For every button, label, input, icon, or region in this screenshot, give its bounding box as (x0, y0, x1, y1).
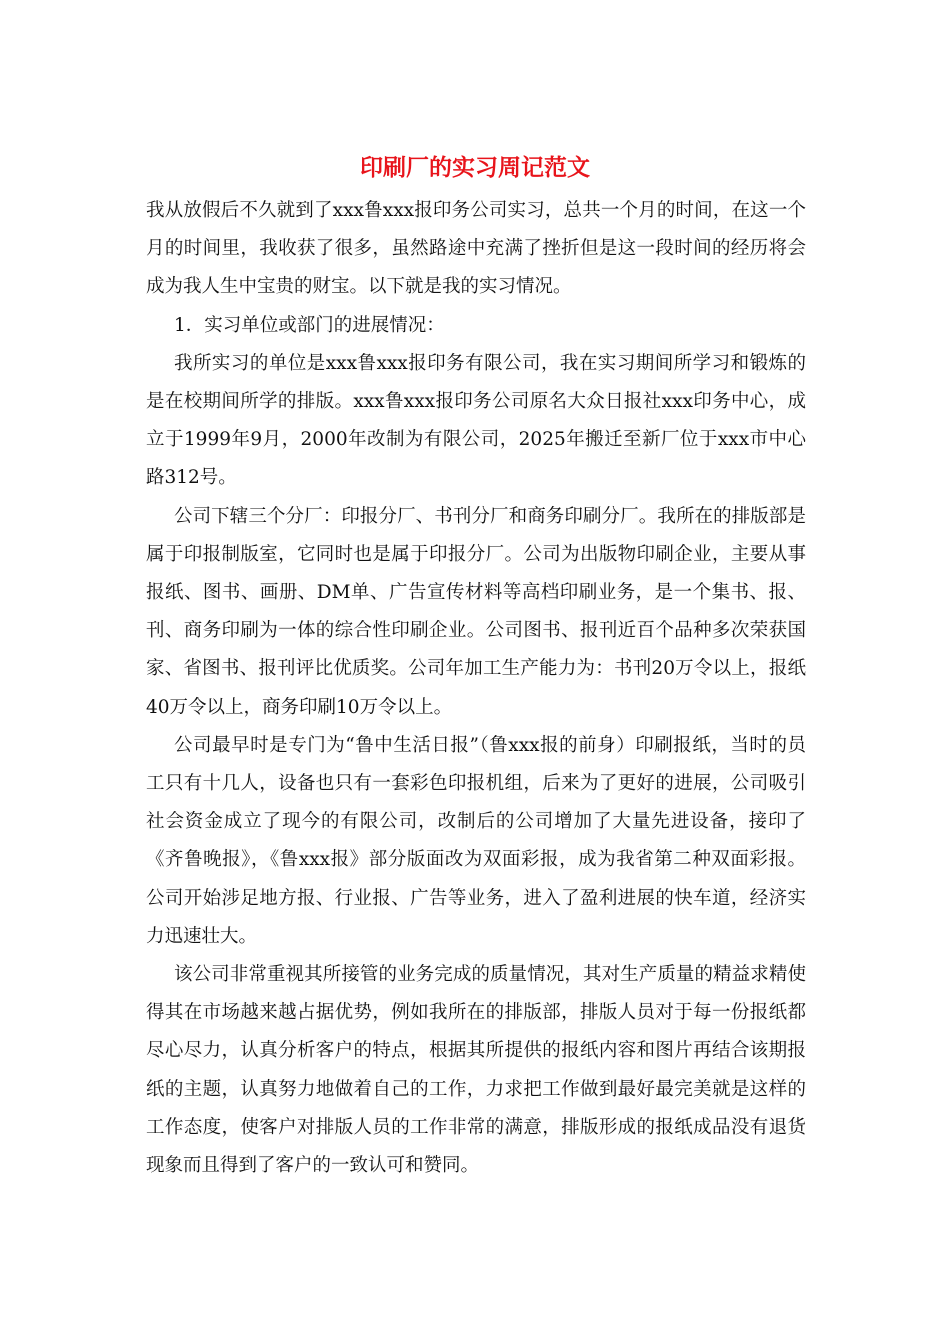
document-body (146, 192, 806, 1185)
paragraph-quality: 该公司非常重视其所接管的业务完成的质量情况，其对生产质量的精益求精使得其在市场越来越占据优势，例如我所在的排版部，排版人员对于每一份报纸都尽心尽力，认真分析客户的特点，根据其所提供的报纸内容和图片再结合该期报纸的主题，认真努力地做着自己的工作，力求把工作做到最好最完美就是这样的工作态度，使客户对排版人员的工作非常的满意，排版形成的报纸成品没有退货现象而且得到了客户的一致认可和赞同。 (146, 964, 806, 1177)
paragraph-intro: 我从放假后不久就到了xxx鲁xxx报印务公司实习，总共一个月的时间，在这一个月的时间里，我收获了很多，虽然路途中充满了挫折但是这一段时间的经历将会成为我人生中宝贵的财宝。以下就是我的实习情况。 (146, 200, 806, 298)
paragraph-branches: 公司下辖三个分厂：印报分厂、书刊分厂和商务印刷分厂。我所在的排版部是属于印报制版室，它同时也是属于印报分厂。公司为出版物印刷企业，主要从事报纸、图书、画册、DM单、广告宣传材料等高档印刷业务，是一个集书、报、刊、商务印刷为一体的综合性印刷企业。公司图书、报刊近百个品种多次荣获国家、省图书、报刊评比优质奖。公司年加工生产能力为：书刊20万令以上，报纸40万令以上，商务印刷10万令以上。 (146, 505, 806, 718)
paragraph-history: 公司最早时是专门为“鲁中生活日报”（鲁xxx报的前身）印刷报纸，当时的员工只有十几人，设备也只有一套彩色印报机组，后来为了更好的进展，公司吸引社会资金成立了现今的有限公司，改制后的公司增加了大量先进设备，接印了《齐鲁晚报》，《鲁xxx报》部分版面改为双面彩报，成为我省第二种双面彩报。公司开始涉足地方报、行业报、广告等业务，进入了盈利进展的快车道，经济实力迅速壮大。 (146, 734, 806, 947)
section-heading: 1．实习单位或部门的进展情况： (174, 314, 445, 336)
paragraph-company-intro: 我所实习的单位是xxx鲁xxx报印务有限公司，我在实习期间所学习和锻炼的是在校期间所学的排版。xxx鲁xxx报印务公司原名大众日报社xxx印务中心，成立于1999年9月，2000年改制为有限公司，2025年搬迁至新厂位于xxx市中心路312号。 (146, 352, 806, 489)
document-title: 印刷厂的实习周记范文 (360, 154, 590, 181)
